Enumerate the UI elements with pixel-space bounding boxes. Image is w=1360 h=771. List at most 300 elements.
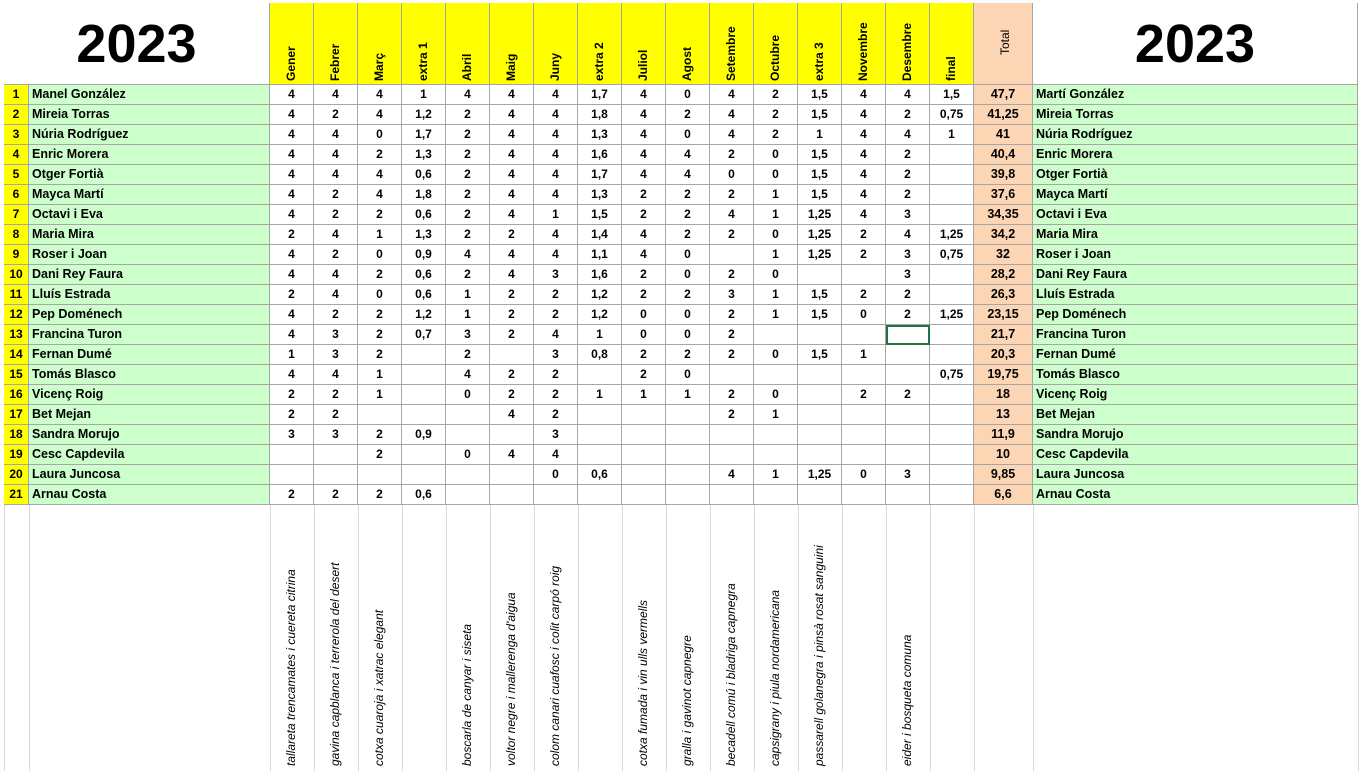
score-cell[interactable]: 1,25 — [798, 465, 842, 485]
score-cell[interactable] — [314, 445, 358, 465]
score-cell[interactable]: 0 — [666, 125, 710, 145]
score-cell[interactable]: 4 — [314, 265, 358, 285]
header-març[interactable]: Març — [358, 3, 402, 85]
score-cell[interactable]: 2 — [886, 105, 930, 125]
score-cell[interactable]: 1,3 — [578, 185, 622, 205]
score-cell[interactable]: 2 — [314, 105, 358, 125]
score-cell[interactable]: 1,6 — [578, 145, 622, 165]
participant-name[interactable]: Lluís Estrada — [29, 285, 270, 305]
score-cell[interactable]: 2 — [358, 145, 402, 165]
score-cell[interactable] — [578, 485, 622, 505]
score-cell[interactable]: 4 — [534, 165, 578, 185]
total-cell[interactable]: 34,35 — [974, 205, 1033, 225]
score-cell[interactable]: 1 — [754, 305, 798, 325]
score-cell[interactable]: 2 — [622, 345, 666, 365]
score-cell[interactable]: 3 — [534, 425, 578, 445]
score-cell[interactable]: 4 — [314, 365, 358, 385]
score-cell[interactable]: 2 — [358, 325, 402, 345]
score-cell[interactable] — [710, 245, 754, 265]
score-cell[interactable]: 1,5 — [930, 85, 974, 105]
score-cell[interactable]: 1 — [754, 205, 798, 225]
score-cell[interactable]: 2 — [666, 105, 710, 125]
score-cell[interactable]: 1,5 — [798, 145, 842, 165]
score-cell[interactable]: 2 — [270, 485, 314, 505]
score-cell[interactable]: 4 — [666, 145, 710, 165]
score-cell[interactable] — [402, 405, 446, 425]
score-cell[interactable]: 4 — [270, 205, 314, 225]
score-cell[interactable]: 2 — [358, 205, 402, 225]
score-cell[interactable]: 1,5 — [798, 305, 842, 325]
score-cell[interactable] — [798, 385, 842, 405]
rank-cell[interactable]: 16 — [4, 385, 29, 405]
score-cell[interactable]: 4 — [886, 225, 930, 245]
score-cell[interactable] — [666, 485, 710, 505]
score-cell[interactable]: 4 — [534, 445, 578, 465]
score-cell[interactable]: 2 — [314, 485, 358, 505]
score-cell[interactable]: 1,2 — [578, 305, 622, 325]
score-cell[interactable]: 0 — [666, 265, 710, 285]
score-cell[interactable]: 4 — [534, 325, 578, 345]
score-cell[interactable]: 4 — [842, 145, 886, 165]
total-cell[interactable]: 19,75 — [974, 365, 1033, 385]
score-cell[interactable] — [402, 385, 446, 405]
score-cell[interactable]: 4 — [490, 165, 534, 185]
score-cell[interactable]: 2 — [710, 145, 754, 165]
score-cell[interactable]: 1 — [578, 325, 622, 345]
participant-alias[interactable]: Bet Mejan — [1033, 405, 1358, 425]
score-cell[interactable]: 1 — [930, 125, 974, 145]
score-cell[interactable] — [666, 465, 710, 485]
score-cell[interactable] — [930, 145, 974, 165]
header-desembre[interactable]: Desembre — [886, 3, 930, 85]
score-cell[interactable] — [578, 365, 622, 385]
score-cell[interactable]: 2 — [622, 265, 666, 285]
score-cell[interactable]: 2 — [842, 225, 886, 245]
score-cell[interactable]: 1,25 — [798, 245, 842, 265]
header-febrer[interactable]: Febrer — [314, 3, 358, 85]
participant-alias[interactable]: Tomás Blasco — [1033, 365, 1358, 385]
participant-alias[interactable]: Maria Mira — [1033, 225, 1358, 245]
score-cell[interactable]: 2 — [446, 265, 490, 285]
score-cell[interactable]: 4 — [622, 105, 666, 125]
score-cell[interactable]: 1,2 — [402, 305, 446, 325]
score-cell[interactable]: 2 — [490, 305, 534, 325]
score-cell[interactable]: 2 — [314, 245, 358, 265]
total-cell[interactable]: 21,7 — [974, 325, 1033, 345]
score-cell[interactable]: 1 — [446, 305, 490, 325]
score-cell[interactable]: 1,5 — [578, 205, 622, 225]
score-cell[interactable]: 0 — [534, 465, 578, 485]
score-cell[interactable]: 0,75 — [930, 245, 974, 265]
score-cell[interactable] — [930, 465, 974, 485]
score-cell[interactable] — [930, 185, 974, 205]
total-cell[interactable]: 23,15 — [974, 305, 1033, 325]
score-cell[interactable]: 0 — [754, 345, 798, 365]
participant-alias[interactable]: Mireia Torras — [1033, 105, 1358, 125]
total-cell[interactable]: 6,6 — [974, 485, 1033, 505]
score-cell[interactable]: 2 — [534, 285, 578, 305]
score-cell[interactable] — [534, 485, 578, 505]
score-cell[interactable]: 1 — [270, 345, 314, 365]
score-cell[interactable]: 1,7 — [578, 165, 622, 185]
total-cell[interactable]: 34,2 — [974, 225, 1033, 245]
score-cell[interactable]: 2 — [842, 385, 886, 405]
score-cell[interactable]: 4 — [534, 225, 578, 245]
score-cell[interactable]: 2 — [622, 365, 666, 385]
score-cell[interactable] — [446, 405, 490, 425]
score-cell[interactable]: 0,75 — [930, 365, 974, 385]
score-cell[interactable]: 2 — [358, 305, 402, 325]
score-cell[interactable]: 4 — [842, 165, 886, 185]
score-cell[interactable]: 0 — [666, 85, 710, 105]
score-cell[interactable]: 0,6 — [402, 485, 446, 505]
rank-cell[interactable]: 5 — [4, 165, 29, 185]
score-cell[interactable]: 3 — [886, 465, 930, 485]
score-cell[interactable]: 0,6 — [402, 265, 446, 285]
rank-cell[interactable]: 13 — [4, 325, 29, 345]
header-gener[interactable]: Gener — [270, 3, 314, 85]
total-cell[interactable]: 9,85 — [974, 465, 1033, 485]
score-cell[interactable] — [798, 425, 842, 445]
score-cell[interactable]: 4 — [490, 265, 534, 285]
participant-alias[interactable]: Lluís Estrada — [1033, 285, 1358, 305]
score-cell[interactable]: 4 — [490, 125, 534, 145]
score-cell[interactable] — [666, 425, 710, 445]
score-cell[interactable] — [754, 325, 798, 345]
participant-name[interactable]: Mayca Martí — [29, 185, 270, 205]
score-cell[interactable]: 3 — [886, 265, 930, 285]
score-cell[interactable]: 4 — [710, 105, 754, 125]
score-cell[interactable]: 4 — [270, 125, 314, 145]
score-cell[interactable]: 2 — [358, 445, 402, 465]
rank-cell[interactable]: 15 — [4, 365, 29, 385]
score-cell[interactable]: 4 — [446, 245, 490, 265]
score-cell[interactable]: 2 — [358, 485, 402, 505]
score-cell[interactable] — [710, 485, 754, 505]
score-cell[interactable] — [842, 405, 886, 425]
score-cell[interactable]: 2 — [666, 345, 710, 365]
score-cell[interactable]: 1 — [842, 345, 886, 365]
score-cell[interactable]: 4 — [490, 405, 534, 425]
score-cell[interactable]: 2 — [270, 385, 314, 405]
score-cell[interactable]: 4 — [666, 165, 710, 185]
score-cell[interactable] — [754, 485, 798, 505]
participant-name[interactable]: Roser i Joan — [29, 245, 270, 265]
score-cell[interactable]: 4 — [358, 185, 402, 205]
score-cell[interactable]: 1 — [754, 405, 798, 425]
score-cell[interactable]: 2 — [314, 205, 358, 225]
score-cell[interactable]: 2 — [710, 265, 754, 285]
score-cell[interactable]: 2 — [358, 425, 402, 445]
score-cell[interactable]: 4 — [710, 85, 754, 105]
score-cell[interactable]: 2 — [842, 285, 886, 305]
score-cell[interactable] — [490, 345, 534, 365]
score-cell[interactable]: 2 — [270, 285, 314, 305]
score-cell[interactable]: 1,1 — [578, 245, 622, 265]
score-cell[interactable]: 4 — [490, 85, 534, 105]
score-cell[interactable] — [490, 465, 534, 485]
score-cell[interactable]: 1,7 — [402, 125, 446, 145]
score-cell[interactable]: 2 — [710, 325, 754, 345]
score-cell[interactable] — [798, 365, 842, 385]
score-cell[interactable] — [886, 365, 930, 385]
participant-alias[interactable]: Vicenç Roig — [1033, 385, 1358, 405]
score-cell[interactable]: 2 — [270, 225, 314, 245]
score-cell[interactable]: 0 — [446, 445, 490, 465]
score-cell[interactable] — [402, 365, 446, 385]
total-cell[interactable]: 18 — [974, 385, 1033, 405]
header-juny[interactable]: Juny — [534, 3, 578, 85]
score-cell[interactable]: 1,3 — [578, 125, 622, 145]
score-cell[interactable]: 4 — [446, 365, 490, 385]
score-cell[interactable]: 4 — [270, 245, 314, 265]
score-cell[interactable]: 4 — [270, 305, 314, 325]
header-octubre[interactable]: Octubre — [754, 3, 798, 85]
rank-cell[interactable]: 2 — [4, 105, 29, 125]
score-cell[interactable]: 4 — [622, 145, 666, 165]
participant-name[interactable]: Enric Morera — [29, 145, 270, 165]
rank-cell[interactable]: 12 — [4, 305, 29, 325]
score-cell[interactable]: 0 — [710, 165, 754, 185]
score-cell[interactable] — [930, 345, 974, 365]
score-cell[interactable]: 2 — [490, 225, 534, 245]
score-cell[interactable] — [842, 445, 886, 465]
score-cell[interactable] — [754, 445, 798, 465]
score-cell[interactable] — [798, 405, 842, 425]
score-cell[interactable]: 4 — [358, 165, 402, 185]
score-cell[interactable]: 1,8 — [578, 105, 622, 125]
score-cell[interactable]: 2 — [886, 185, 930, 205]
participant-name[interactable]: Pep Doménech — [29, 305, 270, 325]
header-total[interactable]: Total — [974, 3, 1033, 85]
score-cell[interactable]: 2 — [710, 405, 754, 425]
rank-cell[interactable]: 9 — [4, 245, 29, 265]
score-cell[interactable]: 1 — [358, 225, 402, 245]
total-cell[interactable]: 11,9 — [974, 425, 1033, 445]
participant-name[interactable]: Francina Turon — [29, 325, 270, 345]
score-cell[interactable] — [402, 465, 446, 485]
score-cell[interactable]: 4 — [490, 185, 534, 205]
score-cell[interactable]: 2 — [314, 185, 358, 205]
score-cell[interactable]: 2 — [710, 225, 754, 245]
score-cell[interactable]: 1,5 — [798, 285, 842, 305]
score-cell[interactable]: 2 — [270, 405, 314, 425]
score-cell[interactable]: 1 — [754, 285, 798, 305]
score-cell[interactable] — [798, 445, 842, 465]
score-cell[interactable]: 4 — [534, 185, 578, 205]
score-cell[interactable] — [930, 265, 974, 285]
participant-name[interactable]: Otger Fortià — [29, 165, 270, 185]
rank-cell[interactable]: 14 — [4, 345, 29, 365]
total-cell[interactable]: 37,6 — [974, 185, 1033, 205]
score-cell[interactable]: 4 — [886, 125, 930, 145]
score-cell[interactable]: 2 — [622, 185, 666, 205]
score-cell[interactable]: 3 — [710, 285, 754, 305]
score-cell[interactable]: 2 — [622, 285, 666, 305]
score-cell[interactable]: 0 — [754, 165, 798, 185]
score-cell[interactable]: 4 — [446, 85, 490, 105]
score-cell[interactable]: 1,3 — [402, 145, 446, 165]
score-cell[interactable]: 0 — [754, 225, 798, 245]
score-cell[interactable]: 1,25 — [930, 225, 974, 245]
score-cell[interactable]: 1 — [798, 125, 842, 145]
score-cell[interactable]: 3 — [270, 425, 314, 445]
score-cell[interactable]: 0 — [754, 385, 798, 405]
score-cell[interactable]: 3 — [314, 345, 358, 365]
score-cell[interactable] — [886, 405, 930, 425]
score-cell[interactable]: 1,25 — [798, 205, 842, 225]
score-cell[interactable] — [710, 425, 754, 445]
score-cell[interactable]: 2 — [710, 305, 754, 325]
score-cell[interactable]: 2 — [358, 345, 402, 365]
score-cell[interactable]: 1 — [754, 185, 798, 205]
score-cell[interactable]: 0 — [666, 305, 710, 325]
score-cell[interactable] — [666, 445, 710, 465]
score-cell[interactable] — [578, 405, 622, 425]
score-cell[interactable] — [446, 485, 490, 505]
header-juliol[interactable]: Juliol — [622, 3, 666, 85]
score-cell[interactable]: 3 — [314, 425, 358, 445]
score-cell[interactable] — [622, 485, 666, 505]
score-cell[interactable]: 2 — [710, 185, 754, 205]
score-cell[interactable]: 4 — [622, 165, 666, 185]
participant-alias[interactable]: Laura Juncosa — [1033, 465, 1358, 485]
total-cell[interactable]: 40,4 — [974, 145, 1033, 165]
score-cell[interactable]: 0,6 — [402, 205, 446, 225]
score-cell[interactable]: 2 — [886, 285, 930, 305]
score-cell[interactable]: 4 — [622, 85, 666, 105]
score-cell[interactable]: 0,7 — [402, 325, 446, 345]
score-cell[interactable]: 4 — [314, 85, 358, 105]
score-cell[interactable]: 4 — [534, 85, 578, 105]
score-cell[interactable]: 4 — [534, 105, 578, 125]
header-novembre[interactable]: Novembre — [842, 3, 886, 85]
score-cell[interactable]: 0 — [358, 245, 402, 265]
participant-alias[interactable]: Otger Fortià — [1033, 165, 1358, 185]
score-cell[interactable]: 2 — [446, 165, 490, 185]
score-cell[interactable]: 0 — [666, 365, 710, 385]
score-cell[interactable]: 2 — [314, 385, 358, 405]
score-cell[interactable]: 4 — [270, 165, 314, 185]
score-cell[interactable]: 4 — [490, 245, 534, 265]
score-cell[interactable]: 1,25 — [930, 305, 974, 325]
header-abril[interactable]: Abril — [446, 3, 490, 85]
total-cell[interactable]: 39,8 — [974, 165, 1033, 185]
score-cell[interactable]: 4 — [314, 165, 358, 185]
score-cell[interactable]: 4 — [710, 125, 754, 145]
score-cell[interactable] — [886, 485, 930, 505]
score-cell[interactable] — [842, 365, 886, 385]
score-cell[interactable] — [798, 485, 842, 505]
score-cell[interactable]: 4 — [270, 325, 314, 345]
score-cell[interactable] — [930, 325, 974, 345]
score-cell[interactable]: 4 — [842, 105, 886, 125]
score-cell[interactable]: 2 — [534, 365, 578, 385]
score-cell[interactable]: 3 — [446, 325, 490, 345]
score-cell[interactable]: 0,8 — [578, 345, 622, 365]
score-cell[interactable]: 4 — [490, 205, 534, 225]
score-cell[interactable]: 1,5 — [798, 345, 842, 365]
score-cell[interactable] — [402, 345, 446, 365]
score-cell[interactable]: 1,5 — [798, 105, 842, 125]
score-cell[interactable] — [270, 465, 314, 485]
score-cell[interactable]: 1 — [666, 385, 710, 405]
score-cell[interactable] — [798, 265, 842, 285]
score-cell[interactable] — [622, 425, 666, 445]
score-cell[interactable] — [446, 425, 490, 445]
score-cell[interactable] — [710, 365, 754, 385]
header-setembre[interactable]: Setembre — [710, 3, 754, 85]
score-cell[interactable]: 0,6 — [402, 165, 446, 185]
score-cell[interactable] — [578, 425, 622, 445]
score-cell[interactable]: 4 — [710, 205, 754, 225]
score-cell[interactable]: 4 — [710, 465, 754, 485]
participant-alias[interactable]: Cesc Capdevila — [1033, 445, 1358, 465]
score-cell[interactable]: 4 — [490, 145, 534, 165]
score-cell[interactable]: 4 — [534, 245, 578, 265]
score-cell[interactable] — [622, 405, 666, 425]
selected-cell[interactable] — [886, 325, 930, 345]
score-cell[interactable]: 3 — [314, 325, 358, 345]
score-cell[interactable]: 4 — [358, 85, 402, 105]
score-cell[interactable]: 2 — [622, 205, 666, 225]
score-cell[interactable]: 1,4 — [578, 225, 622, 245]
score-cell[interactable]: 4 — [534, 145, 578, 165]
score-cell[interactable]: 1,25 — [798, 225, 842, 245]
score-cell[interactable]: 3 — [534, 345, 578, 365]
participant-alias[interactable]: Sandra Morujo — [1033, 425, 1358, 445]
score-cell[interactable]: 1 — [578, 385, 622, 405]
rank-cell[interactable]: 6 — [4, 185, 29, 205]
header-final[interactable]: final — [930, 3, 974, 85]
rank-cell[interactable]: 1 — [4, 85, 29, 105]
score-cell[interactable]: 0 — [754, 265, 798, 285]
total-cell[interactable]: 20,3 — [974, 345, 1033, 365]
total-cell[interactable]: 28,2 — [974, 265, 1033, 285]
rank-cell[interactable]: 4 — [4, 145, 29, 165]
score-cell[interactable]: 0 — [842, 305, 886, 325]
rank-cell[interactable]: 17 — [4, 405, 29, 425]
score-cell[interactable]: 1 — [358, 365, 402, 385]
score-cell[interactable]: 0 — [446, 385, 490, 405]
score-cell[interactable]: 1 — [446, 285, 490, 305]
score-cell[interactable]: 2 — [446, 185, 490, 205]
score-cell[interactable]: 2 — [666, 205, 710, 225]
score-cell[interactable]: 1 — [534, 205, 578, 225]
score-cell[interactable]: 0 — [842, 465, 886, 485]
score-cell[interactable]: 4 — [270, 365, 314, 385]
score-cell[interactable] — [622, 465, 666, 485]
score-cell[interactable]: 2 — [754, 85, 798, 105]
score-cell[interactable]: 1,7 — [578, 85, 622, 105]
score-cell[interactable]: 4 — [886, 85, 930, 105]
score-cell[interactable] — [314, 465, 358, 485]
score-cell[interactable] — [710, 445, 754, 465]
participant-name[interactable]: Manel González — [29, 85, 270, 105]
total-cell[interactable]: 41,25 — [974, 105, 1033, 125]
score-cell[interactable]: 4 — [270, 185, 314, 205]
score-cell[interactable]: 4 — [622, 245, 666, 265]
total-cell[interactable]: 47,7 — [974, 85, 1033, 105]
score-cell[interactable]: 4 — [622, 125, 666, 145]
score-cell[interactable]: 0 — [666, 245, 710, 265]
score-cell[interactable]: 1,5 — [798, 85, 842, 105]
score-cell[interactable] — [666, 405, 710, 425]
score-cell[interactable]: 0 — [754, 145, 798, 165]
score-cell[interactable]: 0 — [622, 325, 666, 345]
score-cell[interactable]: 0,9 — [402, 245, 446, 265]
score-cell[interactable] — [930, 165, 974, 185]
